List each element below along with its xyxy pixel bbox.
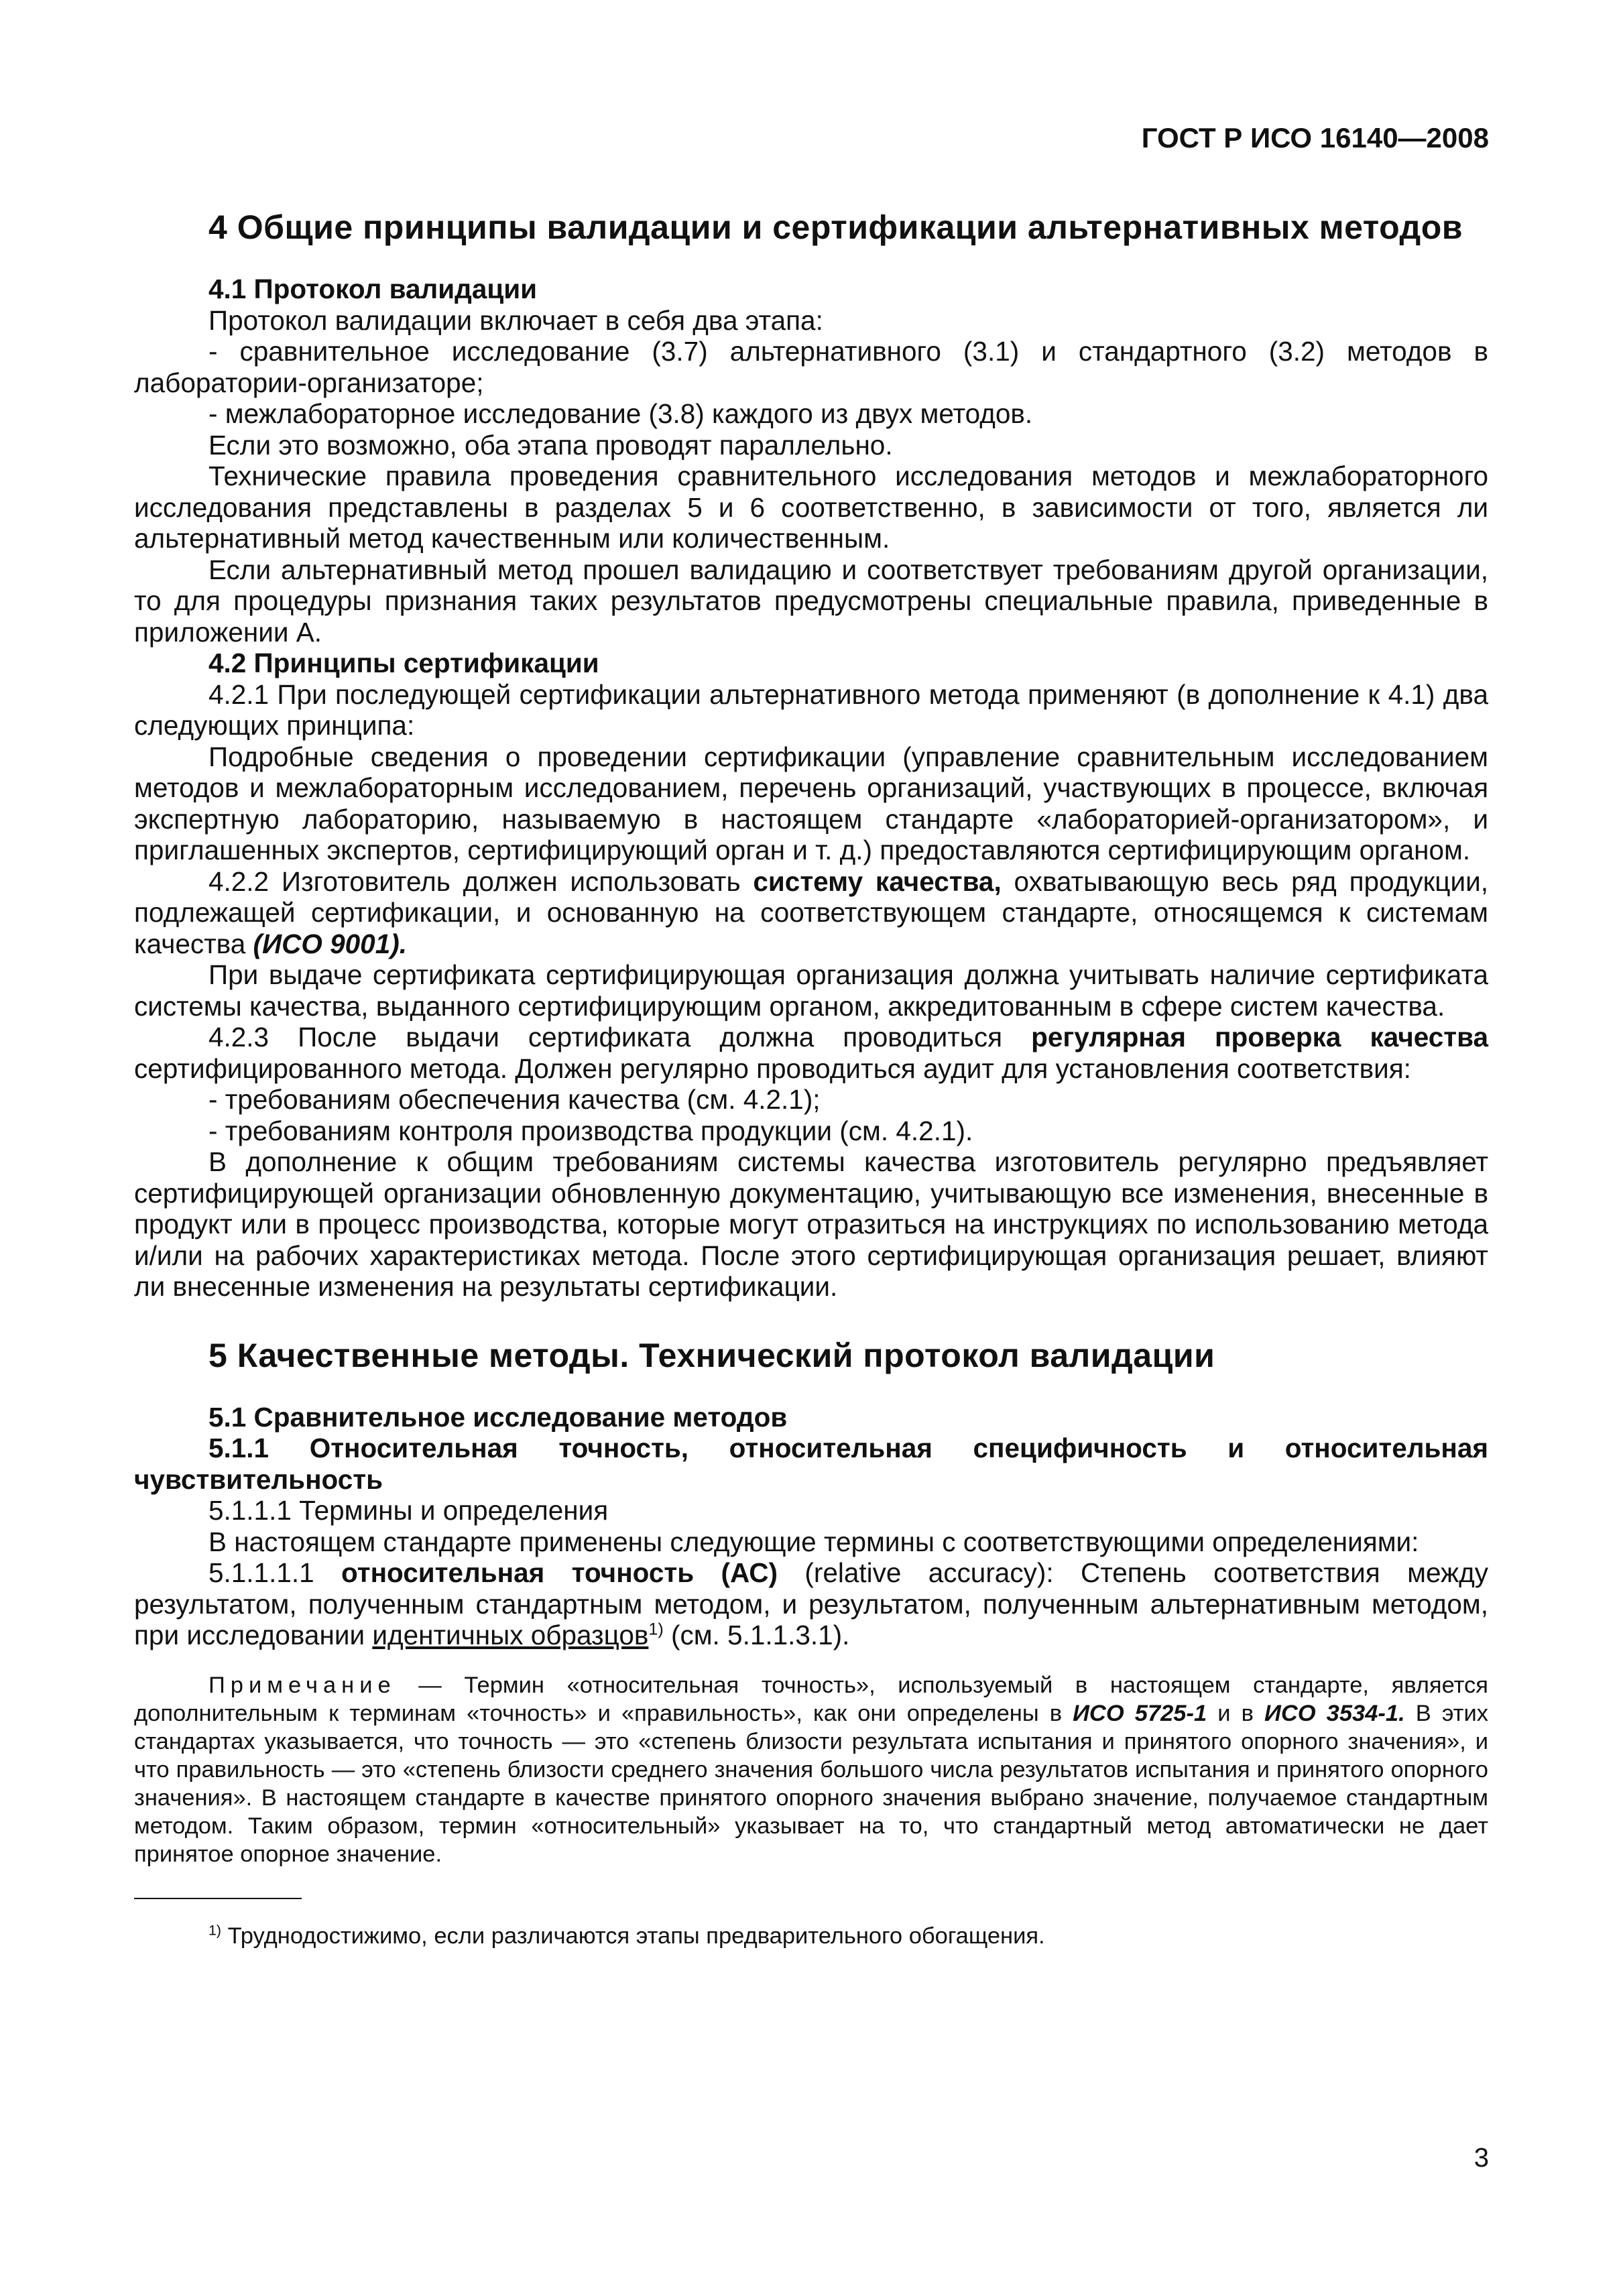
- text-run: (relative accuracy): Степень соответствия между результатом, полученным стандартным методом, и результатом, полученным альтернативным методом, при исследовании: [134, 1557, 1488, 1650]
- subsection-5-1-title: 5.1 Сравнительное исследование методов: [208, 1401, 788, 1433]
- footnote-text: Труднодостижимо, если различаются этапы предварительного обогащения.: [221, 1923, 1045, 1949]
- subsection-5-1-1-title: 5.1.1 Относительная точность, относительная специфичность и относительная чувствительность: [134, 1433, 1488, 1495]
- paragraph: 5.1.1.1 Термины и определения: [208, 1495, 609, 1526]
- text-run: 4.2.3 После выдачи сертификата должна проводиться: [208, 1022, 1032, 1052]
- text-run: (см. 5.1.1.3.1).: [663, 1620, 850, 1650]
- footnote-ref: 1): [648, 1620, 664, 1639]
- underlined-term: идентичных образцов: [372, 1620, 649, 1650]
- bold-term: регулярная проверка качества: [1031, 1022, 1488, 1052]
- note: [134, 1671, 1488, 1868]
- list-item: - требованиям контроля производства продукции (см. 4.2.1).: [208, 1115, 973, 1146]
- page-number: 3: [1474, 2143, 1489, 2173]
- definition-paragraph: [134, 1557, 1488, 1651]
- footnote: [134, 1922, 1488, 1950]
- note-label: Примечание: [208, 1672, 396, 1698]
- paragraph: В дополнение к общим требованиям системы качества изготовитель регулярно предъявляет сертифицирующей организации обновленную документацию, учитывающую все изменения, внесенные в продукт или в процесс производства, которые могут отразиться на инструкциях по использованию метода и/или на рабочих характеристиках метода. После этого сертифицирующая организация решает, влияют ли внесенные изменения на результаты сертификации.: [134, 1146, 1488, 1302]
- defined-term: относительная точность (АС): [341, 1557, 778, 1588]
- paragraph: При выдаче сертификата сертифицирующая организация должна учитывать наличие сертификата системы качества, выданного сертифицирующим органом, аккредитованным в сфере систем качества.: [134, 959, 1488, 1022]
- text-run: В этих стандартах указывается, что точность — это «степень близости результата испытания и принятого опорного значения», и что правильность — это «степень близости среднего значения большого числа результатов испытания и принятого опорного значения». В настоящем стандарте в качестве принятого опорного значения выбрано значение, получаемое стандартным методом. Таким образом, термин «относительный» указывает на то, что стандартный метод автоматически не дает принятое опорное значение.: [134, 1700, 1488, 1867]
- standard-reference: ИСО 3534-1.: [1264, 1700, 1405, 1726]
- paragraph: Если альтернативный метод прошел валидацию и соответствует требованиям другой организации, то для процедуры признания таких результатов предусмотрены специальные правила, приведенные в приложении А.: [134, 554, 1488, 648]
- paragraph: В настоящем стандарте применены следующие термины с соответствующими определениями:: [208, 1526, 1419, 1557]
- list-item: - требованиям обеспечения качества (см. 4.2.1);: [208, 1084, 821, 1115]
- page-content: [134, 194, 1488, 1974]
- paragraph: Если это возможно, оба этапа проводят параллельно.: [208, 429, 893, 461]
- paragraph: Технические правила проведения сравнительного исследования методов и межлабораторного исследования представлены в разделах 5 и 6 соответственно, в зависимости от того, является ли альтернативный метод качественным или количественным.: [134, 461, 1488, 554]
- footnote-mark: 1): [208, 1922, 222, 1939]
- paragraph: Протокол валидации включает в себя два этапа:: [208, 304, 823, 336]
- text-run: 4.2.2 Изготовитель должен использовать: [208, 865, 754, 897]
- document-header: ГОСТ Р ИСО 16140—2008: [1141, 122, 1489, 154]
- footnote-divider: [134, 1898, 302, 1899]
- standard-reference: ИСО 5725-1: [1073, 1700, 1207, 1726]
- text-run: — Термин «относительная точность», используемый в настоящем стандарте, является дополнительным к терминам «точность» и «правильность», как они определены в: [134, 1672, 1488, 1726]
- subsection-4-2-title: 4.2 Принципы сертификации: [208, 648, 599, 678]
- text-run: и в: [1207, 1700, 1265, 1726]
- paragraph: 4.2.1 При последующей сертификации альтернативного метода применяют (в дополнение к 4.1) два следующих принципа:: [134, 678, 1488, 741]
- paragraph: Подробные сведения о проведении сертификации (управление сравнительным исследованием методов и межлабораторным исследованием, перечень организаций, участвующих в процессе, включая экспертную лабораторию, называемую в настоящем стандарте «лабораторией-организатором», и приглашенных экспертов, сертифицирующий орган и т. д.) предоставляются сертифицирующим органом.: [134, 741, 1488, 865]
- list-item: - межлабораторное исследование (3.8) каждого из двух методов.: [208, 398, 1033, 429]
- subsection-4-1-title: 4.1 Протокол валидации: [208, 274, 538, 304]
- list-item: - сравнительное исследование (3.7) альтернативного (3.1) и стандартного (3.2) методов в лаборатории-организаторе;: [134, 336, 1488, 398]
- paragraph: [134, 1022, 1488, 1084]
- text-run: сертифицированного метода. Должен регулярно проводиться аудит для установления соответствия:: [134, 1052, 1411, 1084]
- paragraph: [134, 866, 1488, 960]
- section-5-title: 5 Качественные методы. Технический протокол валидации: [208, 1336, 1215, 1374]
- bold-term: систему качества,: [753, 865, 1002, 897]
- standard-reference: (ИСО 9001).: [253, 928, 407, 959]
- section-4-title: 4 Общие принципы валидации и сертификации альтернативных методов: [208, 208, 1463, 246]
- text-run: охватывающую весь ряд продукции, подлежащей сертификации, и основанную на соответствующем стандарте, относящемся к системам качества: [134, 865, 1489, 959]
- text-run: 5.1.1.1.1: [208, 1557, 342, 1588]
